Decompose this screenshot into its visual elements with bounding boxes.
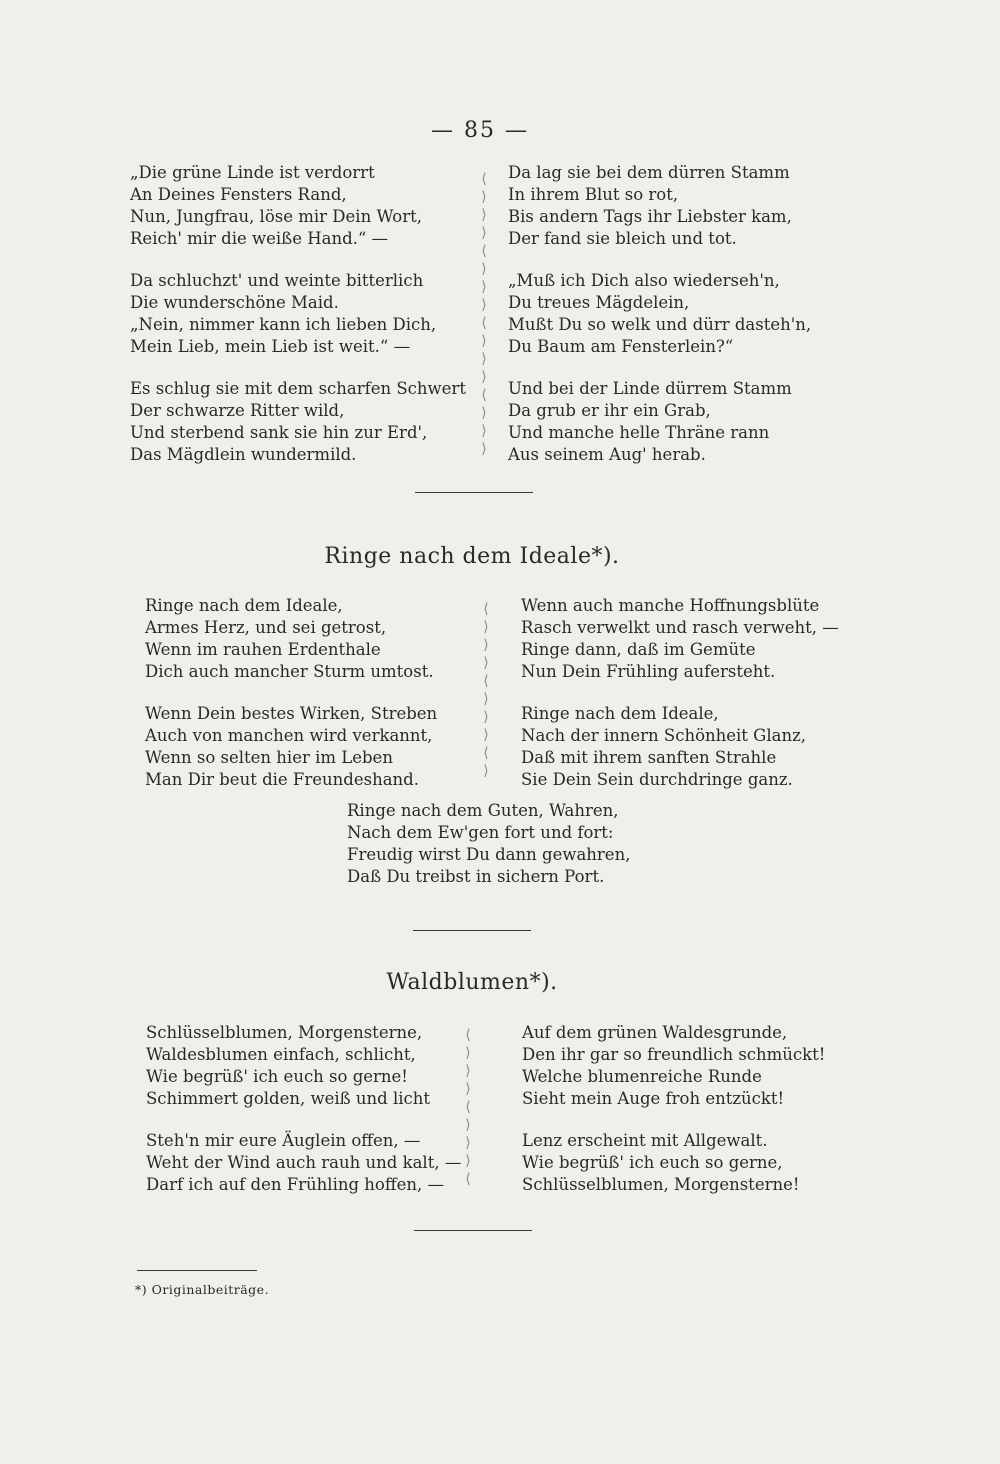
- verse-line: Armes Herz, und sei getrost,: [145, 618, 387, 637]
- footnote-rule: [137, 1270, 257, 1271]
- verse-line: Freudig wirst Du dann gewahren,: [347, 845, 631, 864]
- verse-line: „Nein, nimmer kann ich lieben Dich,: [130, 315, 437, 334]
- verse-line: Man Dir beut die Freundeshand.: [145, 770, 419, 789]
- stanza: [130, 270, 466, 358]
- verse-line: Auf dem grünen Waldesgrunde,: [522, 1023, 788, 1042]
- verse-line: Mußt Du so welk und dürr dasteh'n,: [508, 315, 812, 334]
- verse-line: Es schlug sie mit dem scharfen Schwert: [130, 379, 466, 398]
- verse-line: Und bei der Linde dürrem Stamm: [508, 379, 792, 398]
- poem2-right-column: [521, 595, 839, 811]
- verse-line: Waldesblumen einfach, schlicht,: [146, 1045, 416, 1064]
- verse-line: Ringe nach dem Ideale,: [145, 596, 343, 615]
- verse-line: Wie begrüß' ich euch so gerne!: [146, 1067, 408, 1086]
- stanza: [347, 800, 630, 888]
- verse-line: Bis andern Tags ihr Liebster kam,: [508, 207, 792, 226]
- stanza: [146, 1130, 461, 1196]
- verse-line: „Die grüne Linde ist verdorrt: [130, 163, 375, 182]
- verse-line: Sie Dein Sein durchdringe ganz.: [521, 770, 793, 789]
- verse-line: Mein Lieb, mein Lieb ist weit.“ —: [130, 337, 411, 356]
- stanza: [508, 162, 811, 250]
- stanza: [508, 270, 811, 358]
- footnote: *) Originalbeiträge.: [135, 1282, 270, 1297]
- verse-line: Dich auch mancher Sturm umtost.: [145, 662, 434, 681]
- verse-line: Ringe nach dem Ideale,: [521, 704, 719, 723]
- verse-line: Schimmert golden, weiß und licht: [146, 1089, 431, 1108]
- poem1-right-column: [508, 162, 811, 486]
- poem3-title: Waldblumen*).: [386, 970, 558, 995]
- verse-line: In ihrem Blut so rot,: [508, 185, 679, 204]
- poem2-brace-decoration: ⟨ ⟩ ⟩ ⟩ ⟨ ⟩ ⟩ ⟩ ⟨ ⟩: [483, 601, 489, 779]
- verse-line: Daß Du treibst in sichern Port.: [347, 867, 605, 886]
- verse-line: Lenz erscheint mit Allgewalt.: [522, 1131, 768, 1150]
- poem3-right-column: [522, 1022, 825, 1216]
- stanza: [145, 595, 437, 683]
- verse-line: Wenn Dein bestes Wirken, Streben: [145, 704, 438, 723]
- stanza: [145, 703, 437, 791]
- section-divider-1: [415, 492, 533, 493]
- verse-line: Da schluchzt' und weinte bitterlich: [130, 271, 424, 290]
- poem2-title: Ringe nach dem Ideale*).: [324, 544, 620, 569]
- verse-line: Rasch verwelkt und rasch verweht, —: [521, 618, 839, 637]
- verse-line: Schlüsselblumen, Morgensterne,: [146, 1023, 423, 1042]
- stanza: [508, 378, 811, 466]
- stanza: [522, 1130, 825, 1196]
- verse-line: Das Mägdlein wundermild.: [130, 445, 357, 464]
- verse-line: Schlüsselblumen, Morgensterne!: [522, 1175, 800, 1194]
- verse-line: Weht der Wind auch rauh und kalt, —: [146, 1153, 462, 1172]
- section-divider-3: [414, 1230, 532, 1231]
- verse-line: „Muß ich Dich also wiederseh'n,: [508, 271, 780, 290]
- verse-line: Wenn im rauhen Erdenthale: [145, 640, 381, 659]
- verse-line: Nun, Jungfrau, löse mir Dein Wort,: [130, 207, 422, 226]
- stanza: [130, 378, 466, 466]
- verse-line: Da grub er ihr ein Grab,: [508, 401, 711, 420]
- verse-line: Und sterbend sank sie hin zur Erd',: [130, 423, 428, 442]
- verse-line: Nach dem Ew'gen fort und fort:: [347, 823, 614, 842]
- verse-line: Ringe nach dem Guten, Wahren,: [347, 801, 619, 820]
- verse-line: Sieht mein Auge froh entzückt!: [522, 1089, 785, 1108]
- verse-line: Die wunderschöne Maid.: [130, 293, 339, 312]
- poem1-brace-decoration: ⟨ ⟩ ⟩ ⟩ ⟨ ⟩ ⟩ ⟩ ⟨ ⟩ ⟩ ⟩ ⟨ ⟩ ⟩ ⟩: [481, 171, 487, 457]
- stanza: [146, 1022, 461, 1110]
- poem3-brace-decoration: ⟨ ⟩ ⟩ ⟩ ⟨ ⟩ ⟩ ⟩ ⟨: [465, 1027, 471, 1187]
- verse-line: Steh'n mir eure Äuglein offen, —: [146, 1131, 421, 1150]
- verse-line: Daß mit ihrem sanften Strahle: [521, 748, 777, 767]
- verse-line: Darf ich auf den Frühling hoffen, —: [146, 1175, 444, 1194]
- poem1-left-column: [130, 162, 466, 486]
- verse-line: Wie begrüß' ich euch so gerne,: [522, 1153, 783, 1172]
- verse-line: Den ihr gar so freundlich schmückt!: [522, 1045, 826, 1064]
- verse-line: Aus seinem Aug' herab.: [508, 445, 706, 464]
- verse-line: Wenn auch manche Hoffnungsblüte: [521, 596, 820, 615]
- poem2-center-column: [347, 800, 630, 908]
- verse-line: Da lag sie bei dem dürren Stamm: [508, 163, 790, 182]
- verse-line: Du treues Mägdelein,: [508, 293, 690, 312]
- verse-line: Und manche helle Thräne rann: [508, 423, 770, 442]
- poem2-left-column: [145, 595, 437, 811]
- verse-line: Der fand sie bleich und tot.: [508, 229, 737, 248]
- section-divider-2: [413, 930, 531, 931]
- verse-line: An Deines Fensters Rand,: [130, 185, 347, 204]
- verse-line: Auch von manchen wird verkannt,: [145, 726, 433, 745]
- verse-line: Der schwarze Ritter wild,: [130, 401, 345, 420]
- verse-line: Welche blumenreiche Runde: [522, 1067, 762, 1086]
- page-number: — 85 —: [431, 118, 529, 143]
- poem3-left-column: [146, 1022, 461, 1216]
- verse-line: Nun Dein Frühling aufersteht.: [521, 662, 776, 681]
- verse-line: Nach der innern Schönheit Glanz,: [521, 726, 807, 745]
- stanza: [130, 162, 466, 250]
- verse-line: Reich' mir die weiße Hand.“ —: [130, 229, 389, 248]
- verse-line: Wenn so selten hier im Leben: [145, 748, 393, 767]
- stanza: [521, 595, 839, 683]
- stanza: [522, 1022, 825, 1110]
- verse-line: Ringe dann, daß im Gemüte: [521, 640, 756, 659]
- verse-line: Du Baum am Fensterlein?“: [508, 337, 734, 356]
- stanza: [521, 703, 839, 791]
